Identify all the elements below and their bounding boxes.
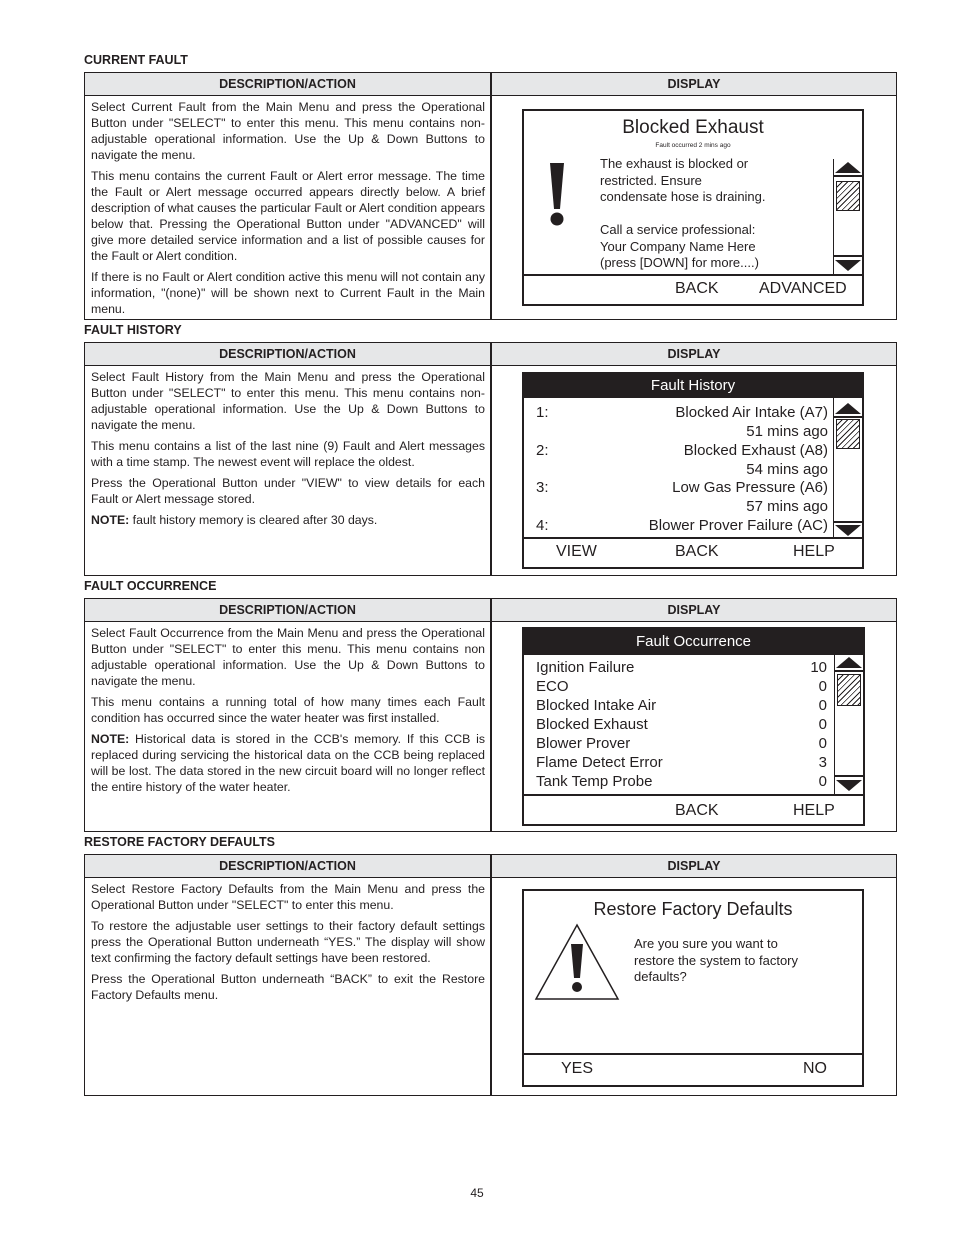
screen-message — [600, 156, 766, 272]
occurrence-count: 10 — [810, 659, 827, 676]
scroll-down-arrow-icon[interactable] — [835, 525, 861, 536]
occurrence-name: Blocked Intake Air — [536, 697, 657, 714]
message-spacer — [600, 206, 766, 223]
no-button[interactable]: NO — [803, 1060, 827, 1077]
fault-history-table — [84, 342, 897, 576]
entry-time: 54 mins ago — [746, 461, 828, 478]
message-line: Call a service professional: — [600, 222, 756, 237]
column-divider — [490, 73, 492, 319]
paragraph: Press the Operational Button underneath “BACK” to exit the Restore Factory Defaults menu. — [91, 972, 485, 1002]
col-header-description: DESCRIPTION/ACTION — [219, 603, 356, 617]
paragraph: Select Current Fault from the Main Menu and press the Operational Button under "SELECT" to enter this menu. This menu contains non-adjustable operational information. Use the Up & Down Buttons to navigate the menu. — [91, 100, 485, 162]
page-number: 45 — [470, 1186, 484, 1200]
scroll-divider — [835, 670, 863, 672]
section-title-restore-defaults: RESTORE FACTORY DEFAULTS — [84, 835, 275, 849]
col-header-description: DESCRIPTION/ACTION — [219, 77, 356, 91]
description-text — [91, 625, 485, 800]
button-bar-divider — [524, 794, 863, 796]
occurrence-count: 0 — [818, 716, 827, 733]
paragraph: This menu contains a running total of how many times each Fault condition has occurred since the water heater was first installed. — [91, 695, 485, 725]
back-button[interactable]: BACK — [675, 543, 719, 560]
scroll-divider — [834, 416, 862, 418]
exclamation-icon — [548, 161, 566, 227]
entry-time: 51 mins ago — [746, 423, 828, 440]
scrollbar[interactable] — [833, 398, 862, 537]
back-button[interactable]: BACK — [675, 802, 719, 819]
column-divider — [490, 343, 492, 575]
note-text: Historical data is stored in the CCB's memory. If this CCB is replaced during servicing the historical data on the CCB being replaced will be lost. The data stored in the new circuit board will no longer reflect the entire history of the water heater. — [91, 732, 485, 794]
paragraph: Press the Operational Button under "VIEW" to view details for each Fault or Alert message stored. — [91, 476, 485, 506]
col-header-description: DESCRIPTION/ACTION — [219, 859, 356, 873]
column-divider — [490, 855, 492, 1095]
entry-number: 1: — [536, 404, 549, 421]
message-line: restricted. Ensure — [600, 172, 702, 188]
help-button[interactable]: HELP — [793, 802, 835, 819]
col-header-description: DESCRIPTION/ACTION — [219, 347, 356, 361]
occurrence-name: Ignition Failure — [536, 659, 635, 676]
scroll-divider — [834, 255, 862, 257]
screen-title: Blocked Exhaust — [622, 117, 764, 138]
note-label: NOTE: — [91, 732, 130, 746]
fault-occurrence-table — [84, 598, 897, 832]
occurrence-name: Tank Temp Probe — [536, 773, 653, 790]
display-screen-restore-defaults — [522, 889, 864, 1087]
note-label: NOTE: — [91, 513, 130, 527]
scroll-divider — [834, 175, 862, 177]
entry-time: 57 mins ago — [746, 498, 828, 515]
paragraph: Select Fault Occurrence from the Main Menu and press the Operational Button under "SELECT" to enter this menu. This menu contains non adjustable operational information. Use the Up & Down Buttons to navigate the menu. — [91, 626, 485, 688]
paragraph: Select Restore Factory Defaults from the Main Menu and press the Operational Button under "SELECT" to enter this menu. — [91, 882, 485, 912]
entry-name[interactable]: Blocked Air Intake (A7) — [675, 404, 828, 421]
scroll-up-arrow-icon[interactable] — [836, 657, 862, 668]
paragraph: Select Fault History from the Main Menu and press the Operational Button under "SELECT" to enter this menu. This menu contains non-adjustable operational information. Use the Up & Down Buttons to navigate the menu. — [91, 370, 485, 432]
advanced-button[interactable]: ADVANCED — [759, 280, 847, 297]
scroll-divider — [834, 521, 862, 523]
button-bar-divider — [524, 1053, 862, 1055]
note-text: fault history memory is cleared after 30 days. — [129, 513, 378, 527]
occurrence-name: Blocked Exhaust — [536, 716, 648, 733]
warning-triangle-icon — [533, 922, 621, 1002]
occurrence-count: 0 — [818, 735, 827, 752]
message-line: restore the system to factory — [634, 952, 799, 968]
message-line: (press [DOWN] for more....) — [600, 255, 759, 270]
entry-number: 3: — [536, 479, 549, 496]
col-header-display: DISPLAY — [667, 77, 721, 91]
paragraph: This menu contains a list of the last nine (9) Fault and Alert messages with a time stamp. The newest event will replace the oldest. — [91, 439, 485, 469]
entry-number: 2: — [536, 442, 549, 459]
occurrence-name: Blower Prover — [536, 735, 631, 752]
message-line: condensate hose is draining. — [600, 189, 766, 204]
note-paragraph — [91, 731, 485, 795]
occurrence-name: ECO — [536, 678, 569, 695]
yes-button[interactable]: YES — [561, 1060, 594, 1077]
screen-subtitle: Fault occurred 2 mins ago — [655, 142, 731, 149]
paragraph: To restore the adjustable user settings to their factory default settings press the Operational Button underneath “YES.” The display will show text confirming the factory default settings have been restored. — [91, 919, 485, 965]
section-title-fault-occurrence: FAULT OCCURRENCE — [84, 579, 217, 593]
occurrence-name: Flame Detect Error — [536, 754, 663, 771]
display-screen-fault-occurrence — [522, 627, 865, 826]
entry-number: 4: — [536, 517, 549, 534]
section-title-fault-history: FAULT HISTORY — [84, 323, 182, 337]
col-header-display: DISPLAY — [667, 347, 721, 361]
scroll-up-arrow-icon[interactable] — [835, 403, 861, 414]
description-text — [91, 881, 485, 1008]
current-fault-table — [84, 72, 897, 320]
description-text — [91, 369, 485, 533]
scroll-thumb[interactable] — [836, 419, 860, 449]
restore-defaults-table — [84, 854, 897, 1096]
confirm-message — [634, 936, 798, 986]
scroll-thumb[interactable] — [836, 181, 860, 211]
scroll-divider — [835, 775, 863, 777]
message-line: Your Company Name Here — [600, 238, 756, 254]
button-bar-divider — [524, 537, 862, 539]
entry-name[interactable]: Blocked Exhaust (A8) — [683, 442, 828, 459]
screen-title: Fault Occurrence — [524, 629, 863, 655]
view-button[interactable]: VIEW — [556, 543, 597, 560]
section-title-current-fault: CURRENT FAULT — [84, 53, 188, 67]
column-divider — [490, 599, 492, 831]
occurrence-count: 3 — [818, 754, 827, 771]
message-line: defaults? — [634, 969, 687, 984]
scroll-thumb[interactable] — [837, 674, 861, 706]
scrollbar[interactable] — [833, 159, 862, 274]
paragraph: If there is no Fault or Alert condition active this menu will not contain any information, "(none)" will be shown next to Current Fault in the Main menu. — [91, 270, 485, 316]
display-screen-fault-history — [522, 372, 864, 569]
entry-name[interactable]: Low Gas Pressure (A6) — [672, 479, 828, 496]
scroll-up-arrow-icon[interactable] — [835, 162, 861, 173]
scrollbar[interactable] — [834, 655, 863, 794]
message-line: Are you sure you want to — [634, 936, 778, 951]
paragraph: This menu contains the current Fault or Alert error message. The time the Fault or Alert message occurred appears directly below. A brief description of what causes the particular Fault or Alert condition appears below that. Pressing the Operational Button under "ADVANCED" will give more detailed service information and a list of possible causes for the Fault or Alert condition. — [91, 169, 485, 263]
occurrence-count: 0 — [818, 773, 827, 790]
entry-name[interactable]: Blower Prover Failure (AC) — [648, 517, 828, 534]
help-button[interactable]: HELP — [793, 543, 835, 560]
screen-title: Restore Factory Defaults — [593, 899, 793, 919]
message-line: The exhaust is blocked or — [600, 156, 749, 171]
description-text — [91, 99, 485, 322]
back-button[interactable]: BACK — [675, 280, 719, 297]
scroll-down-arrow-icon[interactable] — [836, 780, 862, 791]
col-header-display: DISPLAY — [667, 859, 721, 873]
col-header-display: DISPLAY — [667, 603, 721, 617]
screen-title: Fault History — [524, 374, 862, 398]
scroll-down-arrow-icon[interactable] — [835, 260, 861, 271]
note-paragraph — [91, 512, 485, 528]
occurrence-count: 0 — [818, 678, 827, 695]
button-bar-divider — [524, 274, 862, 276]
display-screen-current-fault — [522, 109, 864, 306]
occurrence-count: 0 — [818, 697, 827, 714]
